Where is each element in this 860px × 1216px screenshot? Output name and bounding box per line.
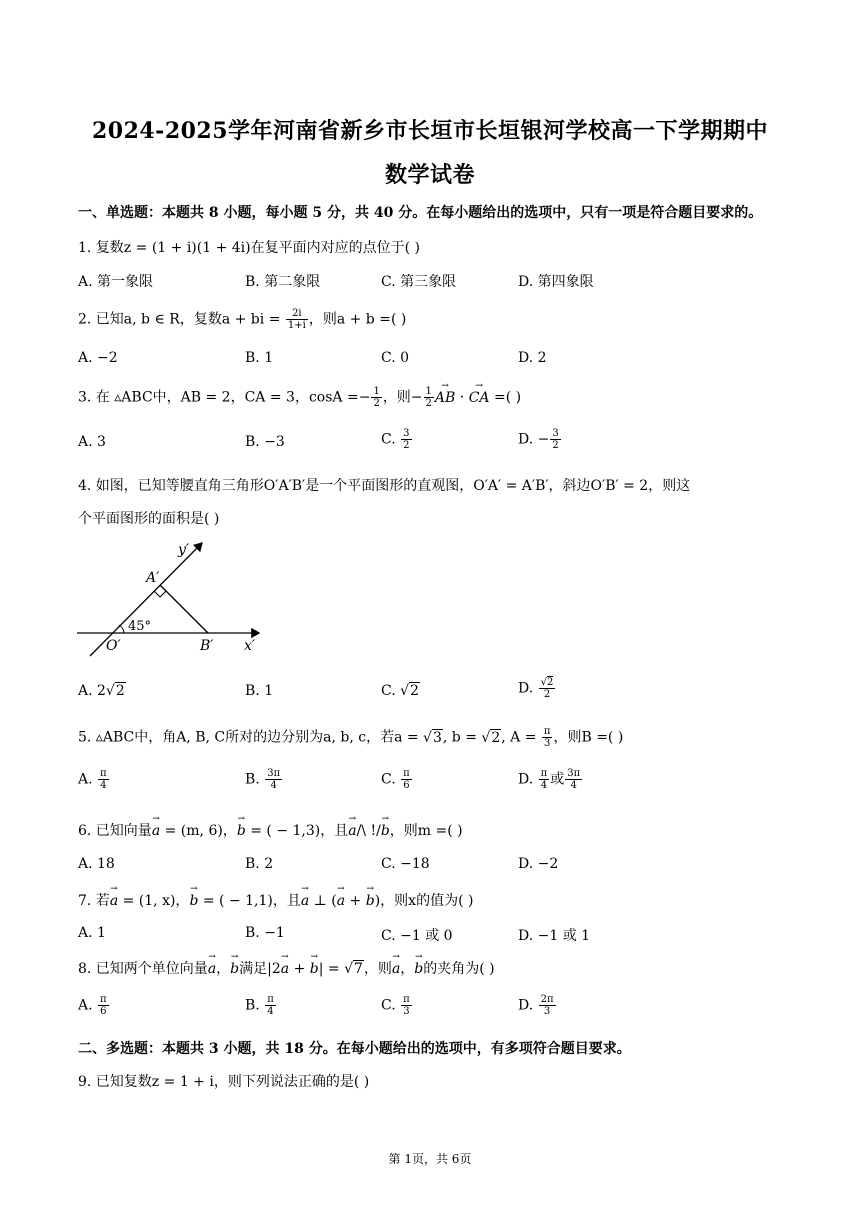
label-a: A′ <box>146 570 160 586</box>
q8-vector-a2: → a <box>281 961 289 977</box>
q8-mid3: ，则 <box>363 961 392 977</box>
q6-vector-a: → a <box>152 823 160 839</box>
q8-optd-num: 2π <box>540 994 554 1005</box>
q8-opta-label: A. <box>78 997 98 1014</box>
q8-optc-frac <box>401 994 412 1017</box>
q7-vector-a2: → a <box>301 893 309 909</box>
q4-optc-label: C. <box>381 683 401 699</box>
q5-opta-label: A. <box>78 771 98 788</box>
q5-option-c <box>381 768 413 791</box>
question-6-stem <box>78 820 463 840</box>
q6-vector-a2: → a <box>348 823 356 839</box>
q4-optd-num: √2 <box>540 677 554 688</box>
q8-plus: + <box>289 961 310 977</box>
q5-option-b <box>245 768 283 791</box>
q7-mid1: = (1, x)， <box>118 893 190 909</box>
label-y: y′ <box>178 542 190 558</box>
q5-option-a <box>78 768 110 791</box>
q5-rad2: 2 <box>491 729 501 746</box>
q8-vector-b: → b <box>230 961 239 977</box>
q3-option-b: B. −3 <box>245 434 285 450</box>
q5-optb-frac <box>265 768 282 791</box>
section-multiple-choice: 二、多选题：本题共 3 小题，共 18 分。在每小题给出的选项中，有多项符合题目要求。 <box>78 1041 631 1057</box>
q5-optd-den2: 4 <box>570 780 577 791</box>
q7-vector-b: → b <box>189 893 198 909</box>
q8-optd-label: D. <box>518 997 538 1014</box>
q8-sqrt: √7 <box>344 961 363 977</box>
q2-frac-num: 2i <box>286 308 308 320</box>
q2-suffix: ，则a + b =( ) <box>308 311 407 328</box>
q6-prefix: 6. 已知向量 <box>78 823 152 839</box>
q5-mid2: , A = <box>501 729 541 746</box>
q8-rad: 7 <box>354 961 363 977</box>
q5-sqrt1: √3 <box>423 729 442 746</box>
q7-vector-a: → a <box>110 893 118 909</box>
q7-mid2: = ( − 1,1)，且 <box>198 893 301 909</box>
q3-optd-label: D. − <box>518 431 550 448</box>
q4-option-b: B. 1 <box>245 683 274 699</box>
q5-fraction <box>542 726 553 749</box>
q8-optb-frac <box>265 994 276 1017</box>
q5-optd-or: 或 <box>550 771 565 788</box>
q6-option-d: D. −2 <box>518 856 559 872</box>
q7-option-b: B. −1 <box>245 925 285 941</box>
q6-vector-b2: → b <box>381 823 390 839</box>
q7-option-d: D. −1 或 1 <box>518 928 591 944</box>
label-x: x′ <box>244 638 256 654</box>
q5-frac-num: π <box>543 726 551 737</box>
q2-option-a: A. −2 <box>78 350 118 366</box>
section-single-choice: 一、单选题：本题共 8 小题，每小题 5 分，共 40 分。在每小题给出的选项中，只有一项是符合题目要求的。 <box>78 205 763 221</box>
q5-optd-frac1 <box>539 768 550 791</box>
q6-vector-b: → b <box>237 823 246 839</box>
q5-frac-den: 3 <box>543 738 551 749</box>
q3-option-c <box>381 428 413 451</box>
q3-mid: ，则− <box>382 389 423 406</box>
q7-vector-a3: → a <box>337 893 345 909</box>
q7-option-a: A. 1 <box>78 925 106 941</box>
q5-option-d <box>518 768 583 791</box>
q3-frac2-den: 2 <box>425 398 432 409</box>
exam-title-line1: 2024-2025学年河南省新乡市长垣市长垣银河学校高一下学期期中 <box>91 118 769 144</box>
q7-prefix: 7. 若 <box>78 893 110 909</box>
q3-fraction-1 <box>371 386 381 409</box>
q5-optd-num2: 3π <box>567 768 581 779</box>
q8-option-b <box>245 994 277 1017</box>
q3-option-d <box>518 428 562 451</box>
q2-prefix: 2. 已知a, b ∈ R，复数a + bi = <box>78 311 285 328</box>
q5-rad1: 3 <box>432 729 442 746</box>
q6-suffix: ，则m =( ) <box>389 823 463 839</box>
q3-vector-ca: → CA <box>469 390 490 406</box>
question-3-stem <box>78 386 521 409</box>
q4-option-c <box>381 683 420 699</box>
q1-option-d: D. 第四象限 <box>518 274 594 290</box>
question-4-stem-line1: 4. 如图，已知等腰直角三角形O′A′B′是一个平面图形的直观图，O′A′ = A′B′，斜边O′B′ = 2，则这 <box>78 478 691 494</box>
q8-optb-den: 4 <box>267 1006 274 1017</box>
q8-optd-frac <box>539 994 556 1017</box>
q6-option-b: B. 2 <box>245 856 274 872</box>
q4-optc-sqrt: √2 <box>400 683 419 699</box>
q3-optc-label: C. <box>381 431 401 448</box>
q5-optd-label: D. <box>518 771 538 788</box>
q8-mid1: 满足|2 <box>239 961 281 977</box>
label-b: B′ <box>200 638 214 654</box>
q8-suffix: 的夹角为( ) <box>423 961 495 977</box>
q3-optd-num: 3 <box>552 428 559 439</box>
q3-fraction-2 <box>424 386 434 409</box>
q5-opta-den: 4 <box>100 780 107 791</box>
q8-optd-den: 3 <box>543 1006 551 1017</box>
q4-opta-rad: 2 <box>115 683 125 699</box>
q8-option-d <box>518 994 557 1017</box>
q3-prefix: 3. 在 ▵ABC中，AB = 2，CA = 3，cosA =− <box>78 389 371 406</box>
q1-option-b: B. 第二象限 <box>245 274 321 290</box>
q6-option-c: C. −18 <box>381 856 430 872</box>
q3-optd-frac <box>550 428 560 451</box>
q7-vector-b3: → b <box>366 893 375 909</box>
q8-vector-a: → a <box>208 961 216 977</box>
q8-opta-num: π <box>100 994 107 1005</box>
q8-optc-num: π <box>403 994 410 1005</box>
q8-optc-den: 3 <box>403 1006 410 1017</box>
question-5-stem <box>78 726 623 749</box>
exam-title-line2: 数学试卷 <box>384 162 475 188</box>
q8-mid2: | = <box>318 961 345 977</box>
q5-optc-frac <box>401 768 412 791</box>
q5-suffix: ，则B =( ) <box>553 729 624 746</box>
right-angle-mark <box>154 591 166 597</box>
question-9-stem: 9. 已知复数z = 1 + i，则下列说法正确的是( ) <box>78 1074 370 1090</box>
q5-opta-num: π <box>100 768 107 779</box>
q8-option-c <box>381 994 413 1017</box>
q4-option-a <box>78 683 126 699</box>
q7-plus: + <box>345 893 366 909</box>
q4-opta-sqrt: √2 <box>105 683 125 699</box>
q1-option-c: C. 第三象限 <box>381 274 457 290</box>
q5-optd-num1: π <box>540 768 548 779</box>
q8-option-a <box>78 994 110 1017</box>
q6-option-a: A. 18 <box>78 856 115 872</box>
q3-optc-den: 2 <box>403 440 410 451</box>
label-o: O′ <box>106 638 121 654</box>
q3-frac1-den: 2 <box>373 398 380 409</box>
q3-suffix: =( ) <box>489 389 522 406</box>
q5-optb-label: B. <box>245 771 265 788</box>
question-7-stem <box>78 890 473 910</box>
question-1-stem: 1. 复数z = (1 + i)(1 + 4i)在复平面内对应的点位于( ) <box>78 240 420 256</box>
q3-frac2-num: 1 <box>425 386 432 397</box>
segment-ab <box>160 585 208 633</box>
q6-relation: /\ !/ <box>356 823 381 839</box>
q2-option-b: B. 1 <box>245 350 274 366</box>
q3-frac1-num: 1 <box>373 386 380 397</box>
q7-option-c: C. −1 或 0 <box>381 928 453 944</box>
q4-optd-num-rad: 2 <box>547 677 554 688</box>
q8-vector-a3: → a <box>392 961 400 977</box>
q4-optd-label: D. <box>518 680 538 697</box>
q8-opta-frac <box>98 994 109 1017</box>
q3-vector-ab: → AB <box>435 390 455 406</box>
q5-mid1: , b = <box>442 729 482 746</box>
q7-suffix: )，则x的值为( ) <box>374 893 474 909</box>
q7-mid3: ⊥ ( <box>309 893 337 909</box>
q5-optd-frac2 <box>565 768 582 791</box>
q1-option-a: A. 第一象限 <box>78 274 154 290</box>
q8-prefix: 8. 已知两个单位向量 <box>78 961 208 977</box>
question-2-stem <box>78 308 406 331</box>
q3-optc-frac <box>401 428 411 451</box>
question-8-stem <box>78 958 495 978</box>
q5-optc-label: C. <box>381 771 401 788</box>
q3-dot: · <box>455 389 469 406</box>
q2-option-d: D. 2 <box>518 350 547 366</box>
q2-fraction <box>286 308 308 331</box>
q8-optb-label: B. <box>245 997 265 1014</box>
q4-opta-label: A. 2 <box>78 683 106 699</box>
q2-option-c: C. 0 <box>381 350 410 366</box>
q6-mid2: = ( − 1,3)，且 <box>245 823 349 839</box>
q5-optc-num: π <box>403 768 410 779</box>
q8-optc-label: C. <box>381 997 401 1014</box>
q8-comma: ， <box>216 961 231 977</box>
q3-optd-den: 2 <box>552 440 559 451</box>
q4-figure <box>72 538 272 663</box>
q5-sqrt2: √2 <box>481 729 501 746</box>
q2-frac-den: 1+i <box>287 320 306 331</box>
question-4-stem-line2: 个平面图形的面积是( ) <box>78 511 220 527</box>
q8-optb-num: π <box>267 994 274 1005</box>
q8-opta-den: 6 <box>100 1006 107 1017</box>
q5-optb-num: 3π <box>267 768 281 779</box>
q4-optd-den: 2 <box>543 689 551 700</box>
q6-mid1: = (m, 6)， <box>160 823 237 839</box>
q4-optc-rad: 2 <box>410 683 419 699</box>
q3-option-a: A. 3 <box>78 434 106 450</box>
q5-optc-den: 6 <box>403 780 410 791</box>
label-angle: 45° <box>128 619 152 634</box>
q4-optd-frac <box>539 677 556 700</box>
q5-opta-frac <box>98 768 109 791</box>
q8-vector-b2: → b <box>310 961 319 977</box>
q5-optb-den: 4 <box>270 780 277 791</box>
q8-comma2: ， <box>400 961 415 977</box>
page-footer: 第 1页，共 6页 <box>388 1152 472 1166</box>
q3-optc-num: 3 <box>403 428 410 439</box>
q8-vector-b3: → b <box>414 961 423 977</box>
q4-option-d <box>518 677 556 700</box>
q5-optd-den1: 4 <box>540 780 548 791</box>
q5-prefix: 5. ▵ABC中，角A, B, C所对的边分别为a, b, c，若a = <box>78 729 424 746</box>
